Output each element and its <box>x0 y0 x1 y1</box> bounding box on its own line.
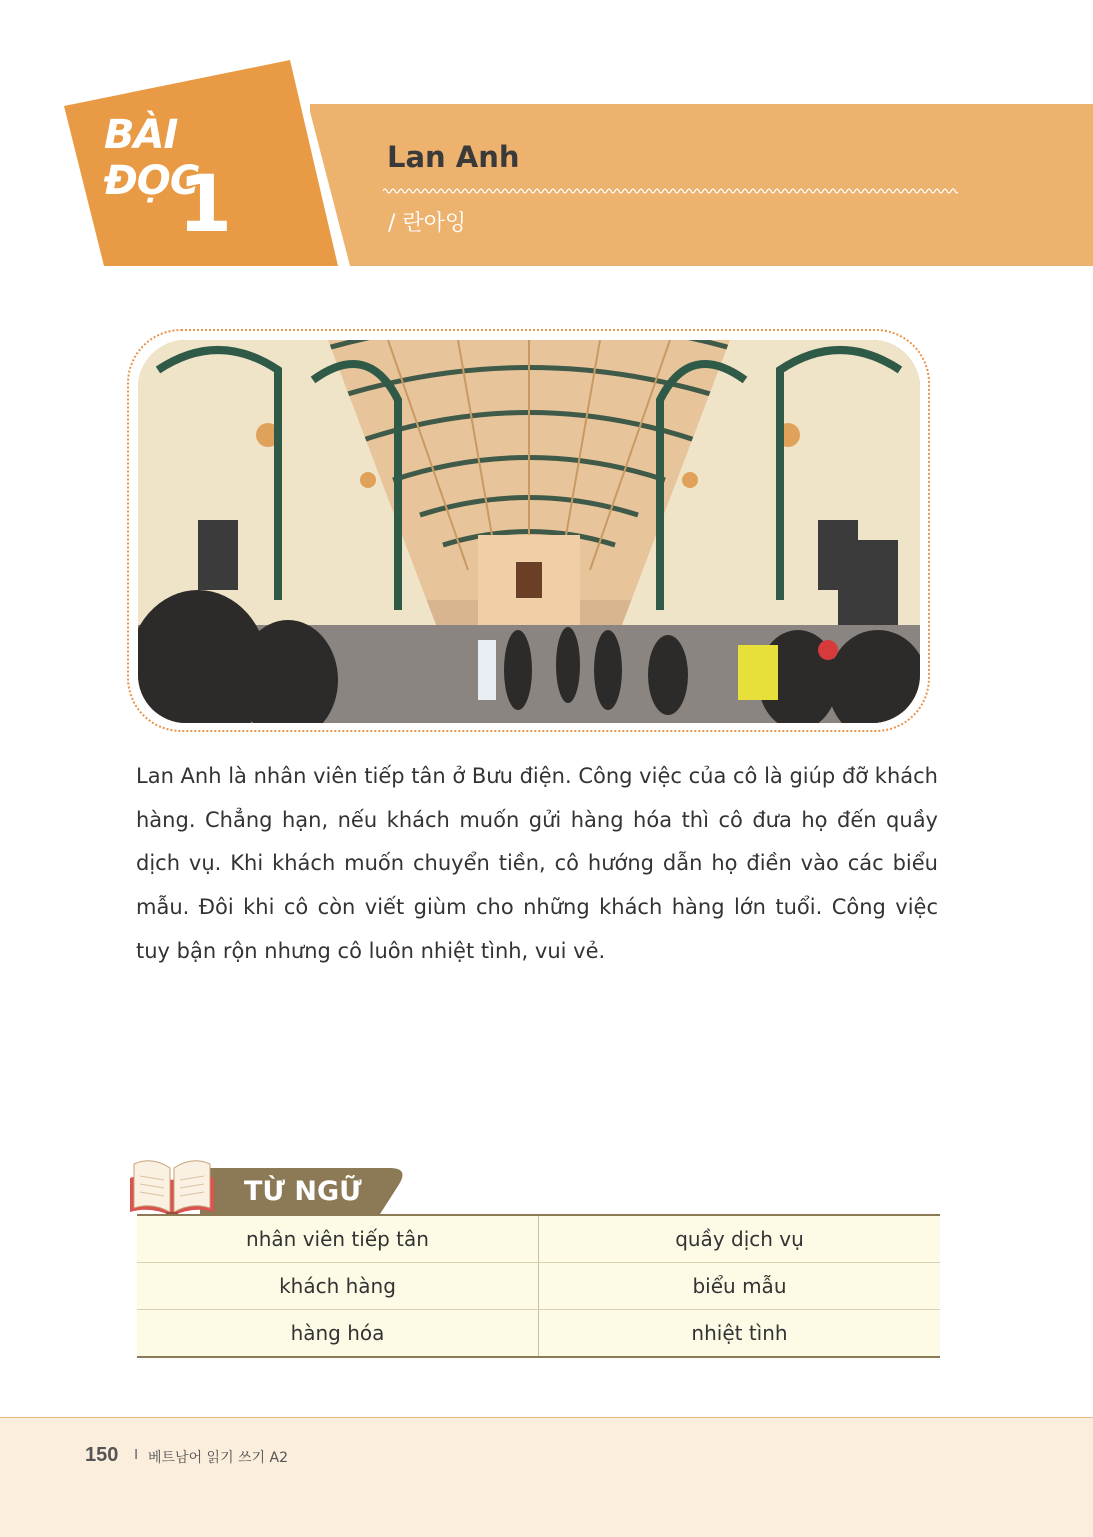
vocab-term: biểu mẫu <box>539 1263 941 1310</box>
page-subtitle: / 란아잉 <box>388 211 467 236</box>
page-title: Lan Anh <box>387 140 520 174</box>
table-row <box>137 1310 940 1358</box>
table-row <box>137 1215 940 1263</box>
reading-passage: Lan Anh là nhân viên tiếp tân ở Bưu điện. Công việc của cô là giúp đỡ khách hàng. Chẳng hạn, nếu khách muốn gửi hàng hóa thì cô đưa họ đến quầy dịch vụ. Khi khách muốn chuyển tiền, cô hướng dẫn họ điền vào các biểu mẫu. Đôi khi cô còn viết giùm cho những khách hàng lớn tuổi. Công việc tuy bận rộn nhưng cô luôn nhiệt tình, vui vẻ. <box>136 764 938 963</box>
vocab-term: hàng hóa <box>137 1310 539 1358</box>
lesson-badge-title: BÀI ĐỌC <box>104 112 199 204</box>
vocabulary-table <box>137 1214 940 1358</box>
vocab-term: quầy dịch vụ <box>539 1215 941 1263</box>
book-title: 베트남어 읽기 쓰기 A2 <box>148 1450 289 1466</box>
post-office-interior-photo <box>138 340 920 723</box>
header-band <box>310 104 1093 266</box>
table-row <box>137 1263 940 1310</box>
page-footer <box>0 1417 1093 1537</box>
wavy-divider <box>383 186 958 196</box>
lesson-badge-number: 1 <box>177 160 233 250</box>
vocab-term: nhiệt tình <box>691 1321 788 1345</box>
page-number: 150 <box>85 1444 119 1466</box>
footer-separator: I <box>134 1446 139 1463</box>
vocab-term: khách hàng <box>137 1263 539 1310</box>
vocab-term: nhân viên tiếp tân <box>137 1215 539 1263</box>
vocabulary-label: TỪ NGỮ <box>244 1176 362 1207</box>
